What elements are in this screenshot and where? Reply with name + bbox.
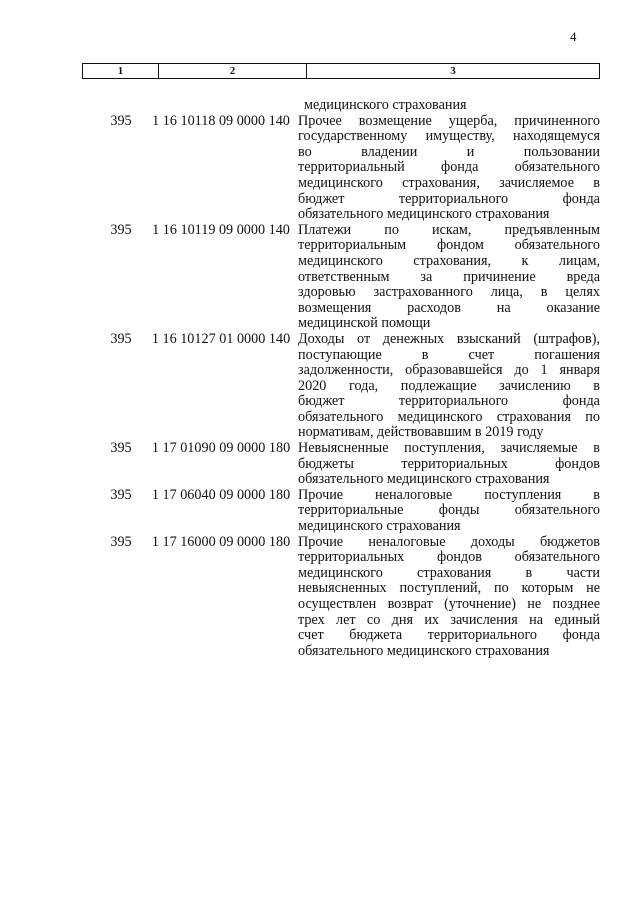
description-line: поступающие в счет погашения (298, 346, 600, 363)
description-line: Прочие неналоговые поступления в (298, 486, 600, 503)
table-row (82, 441, 600, 488)
continuation-text: медицинского страхования (304, 97, 467, 113)
description-line: 2020 года, подлежащие зачислению в (298, 377, 600, 394)
table-body (82, 98, 600, 659)
admin-code: 395 (110, 330, 132, 347)
description-line: счет бюджета территориального фонда (298, 627, 600, 644)
header-col-2: 2 (159, 64, 307, 78)
table-row (82, 114, 600, 223)
description-line: обязательного медицинского страхования (298, 206, 550, 223)
description-line: Платежи по искам, предъявленным (298, 221, 600, 238)
page-number: 4 (570, 29, 577, 44)
description-line: бюджет территориального фонда (298, 393, 600, 410)
budget-classification-code: 1 16 10127 01 0000 140 (151, 330, 291, 347)
description-line: Доходы от денежных взысканий (штрафов), (298, 330, 600, 347)
description-line: возмещения расходов на оказание (298, 299, 600, 316)
admin-code: 395 (110, 112, 132, 129)
budget-classification-code: 1 16 10119 09 0000 140 (152, 221, 290, 238)
income-description (298, 535, 600, 660)
description-line: Невыясненные поступления, зачисляемые в (298, 440, 600, 457)
budget-classification-code: 1 17 06040 09 0000 180 (151, 486, 291, 503)
budget-classification-code: 1 16 10118 09 0000 140 (152, 112, 290, 129)
income-description (298, 114, 600, 223)
income-description (298, 441, 600, 488)
table-row (82, 332, 600, 441)
description-line: медицинского страхования, зачисляемое в (298, 174, 600, 191)
admin-code: 395 (110, 221, 132, 238)
description-line: медицинской помощи (298, 315, 431, 332)
description-line: обязательного медицинского страхования по (298, 408, 600, 425)
description-line: бюджеты территориальных фондов (298, 455, 600, 472)
description-line: территориальных фондов обязательного (298, 549, 600, 566)
header-col-1: 1 (83, 64, 159, 78)
description-line: медицинского страхования, к лицам, (298, 252, 600, 269)
description-line: осуществлен возврат (уточнение) не позднее (298, 596, 600, 612)
description-line: государственному имуществу, находящемуся (298, 128, 600, 145)
table-row (82, 488, 600, 535)
admin-code: 395 (110, 440, 132, 457)
description-line: территориальные фонды обязательного (298, 502, 600, 519)
description-line: территориальный фонда обязательного (298, 159, 600, 176)
description-line: медицинского страхования в части (298, 564, 600, 581)
description-line: территориальным фондом обязательного (298, 237, 600, 254)
description-line: Прочее возмещение ущерба, причиненного (298, 112, 600, 129)
description-line: задолженности, образовавшейся до 1 января (298, 362, 600, 379)
admin-code: 395 (110, 486, 132, 503)
description-line: бюджет территориального фонда (298, 190, 600, 207)
rows-container (82, 114, 600, 660)
description-line: здоровью застрахованного лица, в целях (298, 284, 600, 301)
admin-code: 395 (110, 533, 132, 550)
description-line: обязательного медицинского страхования (298, 471, 550, 488)
description-line: невыясненных поступлений, по которым не (298, 580, 600, 597)
description-line: во владении и пользовании (298, 143, 600, 160)
description-line: ответственным за причинение вреда (298, 268, 600, 285)
budget-classification-code: 1 17 01090 09 0000 180 (151, 440, 291, 457)
table-row (82, 223, 600, 332)
description-line: нормативам, действовавшим в 2019 году (298, 424, 544, 441)
description-line: трех лет со дня их зачисления на единый (298, 611, 600, 628)
header-col-3: 3 (450, 65, 456, 77)
income-description (298, 332, 600, 441)
income-description (298, 223, 600, 332)
budget-classification-code: 1 17 16000 09 0000 180 (151, 533, 291, 550)
description-line: обязательного медицинского страхования (298, 642, 550, 659)
table-row (82, 535, 600, 660)
description-line: медицинского страхования (298, 518, 461, 535)
description-line: Прочие неналоговые доходы бюджетов (298, 533, 600, 550)
table-header (82, 63, 600, 79)
income-description (298, 488, 600, 535)
